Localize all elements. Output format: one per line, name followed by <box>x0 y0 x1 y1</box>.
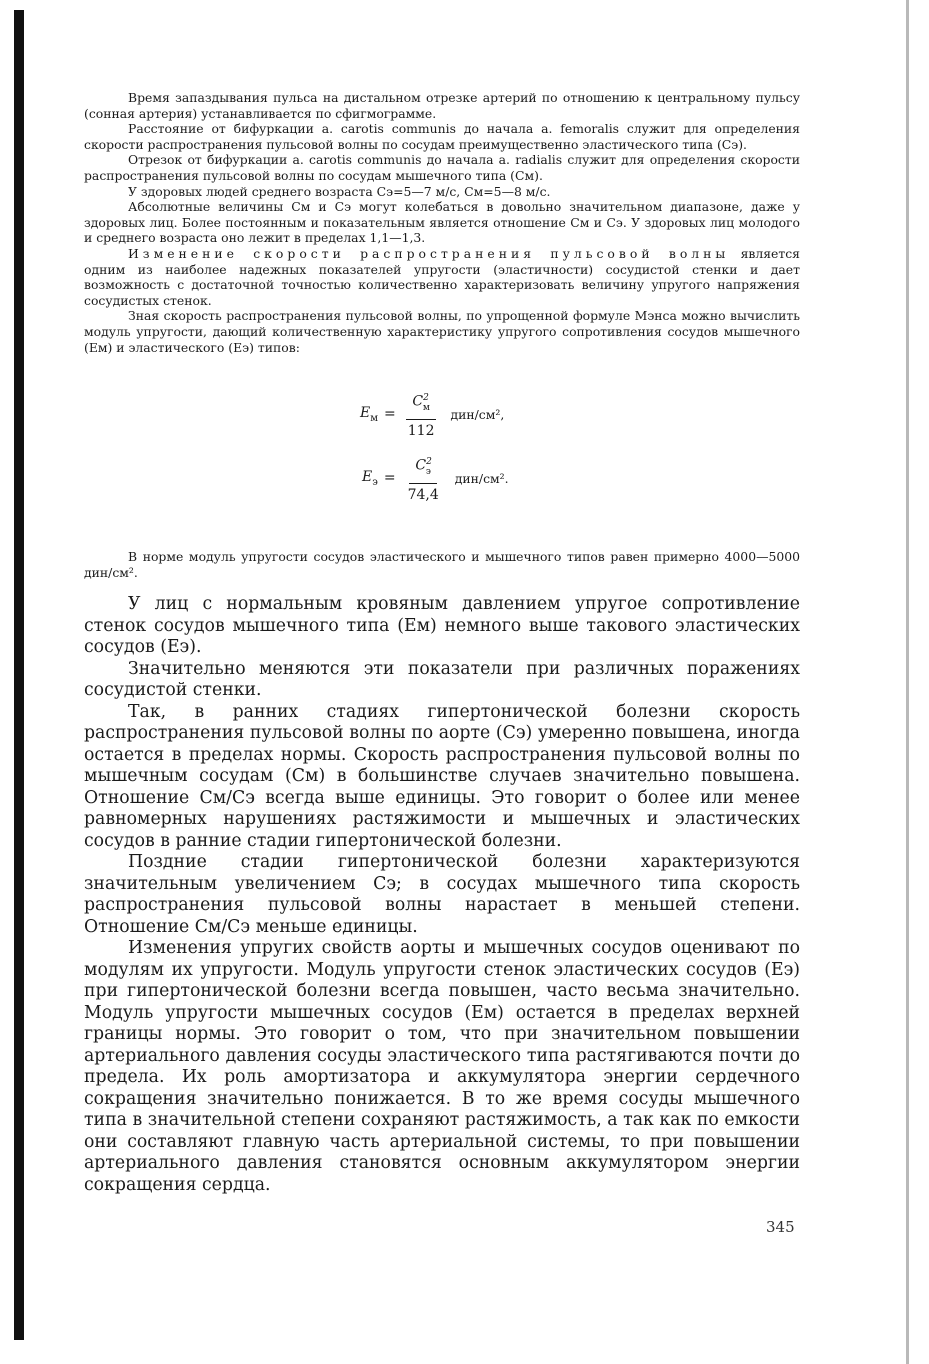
fraction: $\frac{C^2_э}{74,4}$ <box>400 451 447 505</box>
paragraph-femoralis-distance: Расстояние от бифуркации a. carotis communis до начала a. femoralis служит для определения скорости распространения пульсовой волны по сосудам преимущественно эластического типа (Cэ). <box>84 121 800 152</box>
formula-muscular-modulus: $E_м$ = $\frac{C^2_м}{112}$ дин/см², <box>360 387 504 441</box>
spaced-rest-text: является одним из наиболее надежных показателей упругости (эластичности) сосудистой стенки и дает возможность с достаточной точностью количественно характеризовать величину упругого напряжения сосудистых стенок. <box>84 245 800 308</box>
paragraph-normal-values: У здоровых людей среднего возраста Cэ=5—7 м/с, Cм=5—8 м/с. <box>128 183 551 199</box>
paragraph-elastic-properties: Изменения упругих свойств аорты и мышечных сосудов оценивают по модулям их упругости. Модуль упругости стенок эластических сосудов (Eэ) при гипертонической болезни всегда повышен, часто весьма значительно. Модуль упругости мышечных сосудов (Eм) остается в пределах верхней границы нормы. Это говорит о том, что при значительном повышении артериального давления сосуды эластического типа растягиваются почти до предела. Их роль амортизатора и аккумулятора энергии сердечного сокращения значительно понижается. В то же время сосуды мышечного типа в значительной степени сохраняют растяжимость, а так как по емкости они составляют главную часть артериальной системы, то при повышении артериального давления становятся основным аккумулятором энергии сокращения сердца. <box>84 938 800 1195</box>
formula-block <box>84 387 800 535</box>
paragraph-absolute-values: Абсолютные величины Cм и Cэ могут колебаться в довольно значительном диапазоне, даже у здоровых лиц. Более постоянным и показательным является отношение Cм и Cэ. У здоровых лиц молодого и среднего возраста оно лежит в пределах 1,1—1,3. <box>84 199 800 246</box>
page-number: 345 <box>766 1218 795 1236</box>
paragraph-normal-pressure: У лиц с нормальным кровяным давлением упругое сопротивление стенок сосудов мышечного типа (Eм) немного выше такового эластических сосудов (Eэ). <box>84 594 800 658</box>
main-text-section <box>84 594 800 1196</box>
spaced-lead-text: Изменение скорости распространения пульсовой волны <box>128 245 730 261</box>
paragraph-lesions: Значительно меняются эти показатели при различных поражениях сосудистой стенки. <box>84 658 800 701</box>
fraction: $\frac{C^2_м}{112}$ <box>400 387 443 441</box>
paragraph-late-stages: Поздние стадии гипертонической болезни характеризуются значительным увеличением Cэ; в сосудах мышечного типа скорость распространения пульсовой волны нарастает в меньшей степени. Отношение Cм/Cэ меньше единицы. <box>84 852 800 937</box>
paragraph-early-stages: Так, в ранних стадиях гипертонической болезни скорость распространения пульсовой волны по аорте (Cэ) умеренно повышена, иногда остается в пределах нормы. Скорость распространения пульсовой волны по мышечным сосудам (Cм) в большинстве случаев значительно повышена. Отношение Cм/Cэ всегда выше единицы. Это говорит о более или менее равномерных нарушениях растяжимости и мышечных и эластических сосудов в ранние стадии гипертонической болезни. <box>84 701 800 851</box>
paragraph-formula-intro: Зная скорость распространения пульсовой волны, по упрощенной формуле Мэнса можно вычислить модуль упругости, дающий количественную характеристику упругого сопротивления сосудов мышечного (Eм) и эластического (Eэ) типов: <box>84 308 800 355</box>
small-print-section <box>84 90 800 355</box>
scan-shadow-right <box>906 0 909 1364</box>
paragraph-velocity-change <box>84 246 800 308</box>
book-page <box>84 90 800 1196</box>
scan-shadow-left <box>14 10 24 1340</box>
paragraph-radialis-segment: Отрезок от бифуркации a. carotis communis до начала a. radialis служит для определения скорости распространения пульсовой волны по сосудам мышечного типа (Cм). <box>84 152 800 183</box>
formula-elastic-modulus: $E_э$ = $\frac{C^2_э}{74,4}$ дин/см². <box>362 451 509 505</box>
paragraph-norm-note: В норме модуль упругости сосудов эластического и мышечного типов равен примерно 4000—5000 дин/см². <box>84 549 800 580</box>
formula-unit: дин/см², <box>450 406 505 422</box>
paragraph-pulse-delay: Время запаздывания пульса на дистальном отрезке артерий по отношению к центральному пульсу (сонная артерия) устанавливается по сфигмограмме. <box>84 90 800 121</box>
norm-note-section <box>84 549 800 580</box>
formula-unit: дин/см². <box>454 470 509 486</box>
